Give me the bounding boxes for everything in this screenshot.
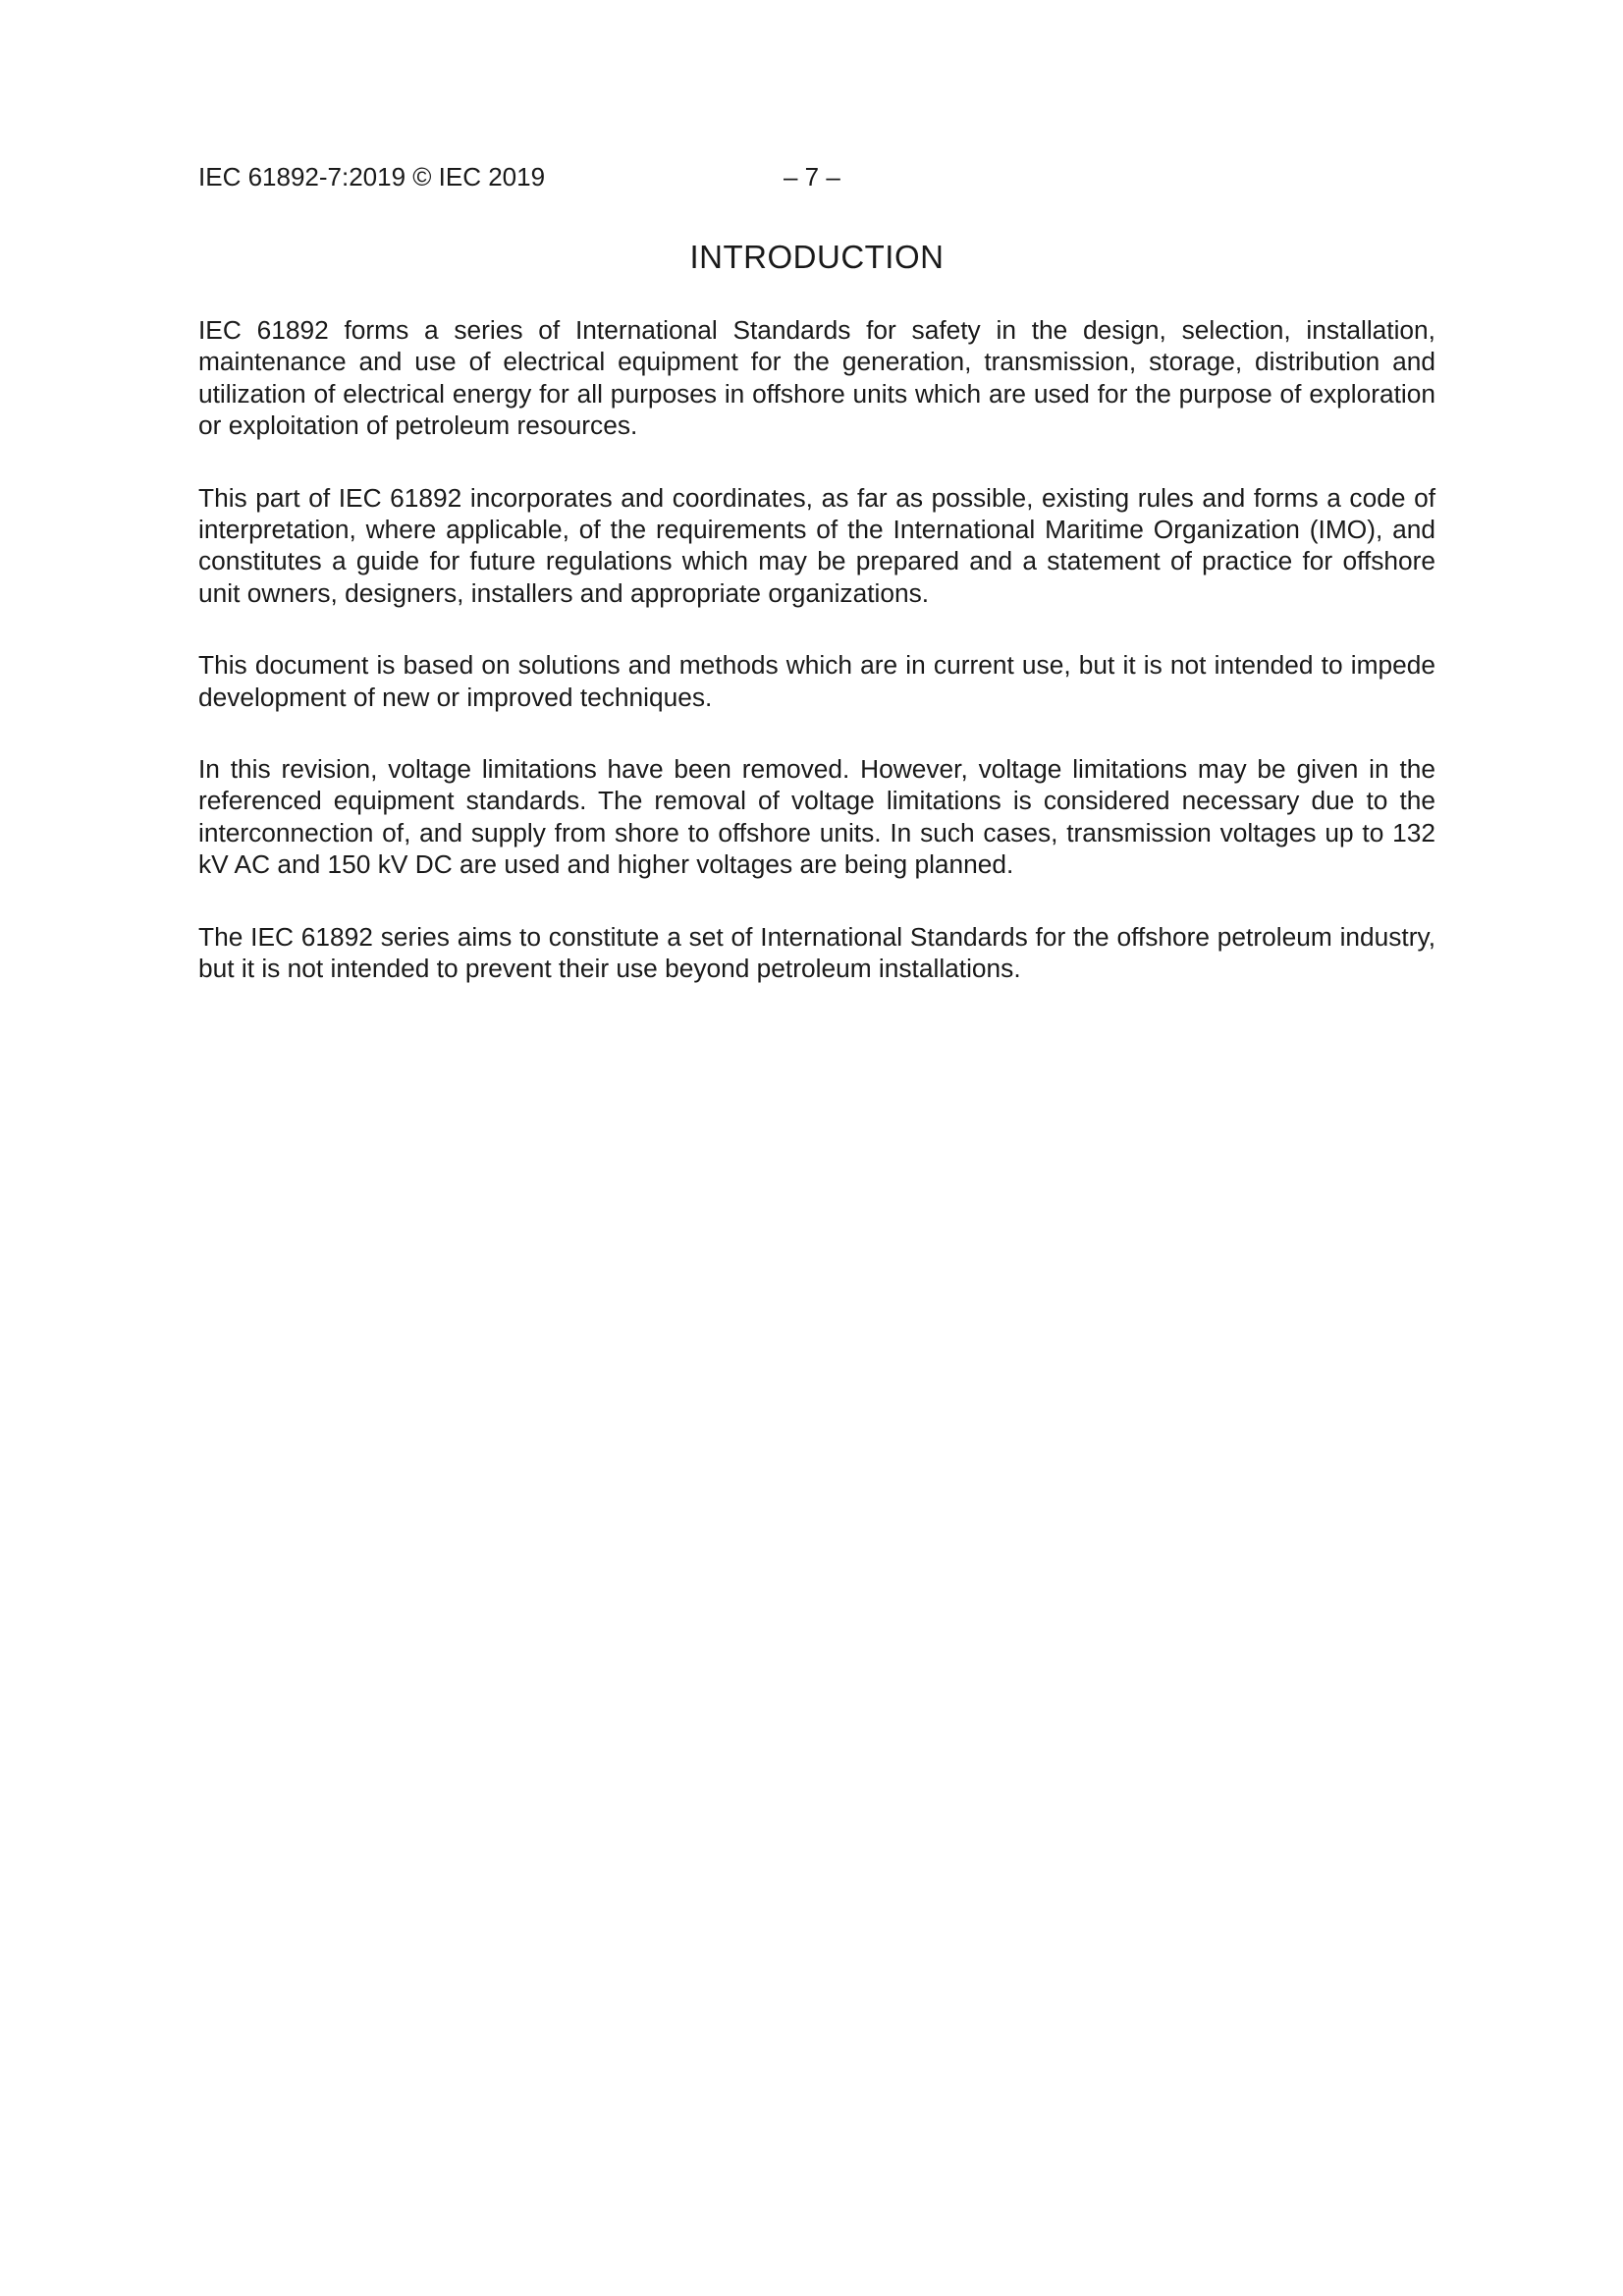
paragraph-series-aims: The IEC 61892 series aims to constitute a set of International Standards for the offshore petroleum industry, but it is not intended to prevent their use beyond petroleum installations. <box>198 921 1435 984</box>
paragraph-series-scope: IEC 61892 forms a series of International Standards for safety in the design, selection, installation, maintenance and use of electrical equipment for the generation, transmission, storage, distribution and utilization of electrical energy for all purposes in offshore units which are used for the purpose of exploration or exploitation of petroleum resources. <box>198 315 1435 441</box>
page-header <box>198 157 1435 196</box>
document-identifier: IEC 61892-7:2019 © IEC 2019 <box>198 162 546 191</box>
paragraph-part-purpose: This part of IEC 61892 incorporates and coordinates, as far as possible, existing rules and forms a code of interpretation, where applicable, of the requirements of the International Maritime Organization (IMO), and constitutes a guide for future regulations which may be prepared and a statement of practice for offshore unit owners, designers, installers and appropriate organizations. <box>198 482 1435 608</box>
introduction-body <box>198 314 1435 1025</box>
section-title: INTRODUCTION <box>689 239 945 275</box>
paragraph-voltage-limitations: In this revision, voltage limitations have been removed. However, voltage limitations may be given in the referenced equipment standards. The removal of voltage limitations is considered necessary due to the interconnection of, and supply from shore to offshore units. In such cases, transmission voltages up to 132 kV AC and 150 kV DC are used and higher voltages are being planned. <box>198 754 1435 880</box>
page-number: – 7 – <box>784 162 840 191</box>
paragraph-solutions-methods: This document is based on solutions and methods which are in current use, but it is not intended to impede development of new or improved techniques. <box>198 650 1435 712</box>
